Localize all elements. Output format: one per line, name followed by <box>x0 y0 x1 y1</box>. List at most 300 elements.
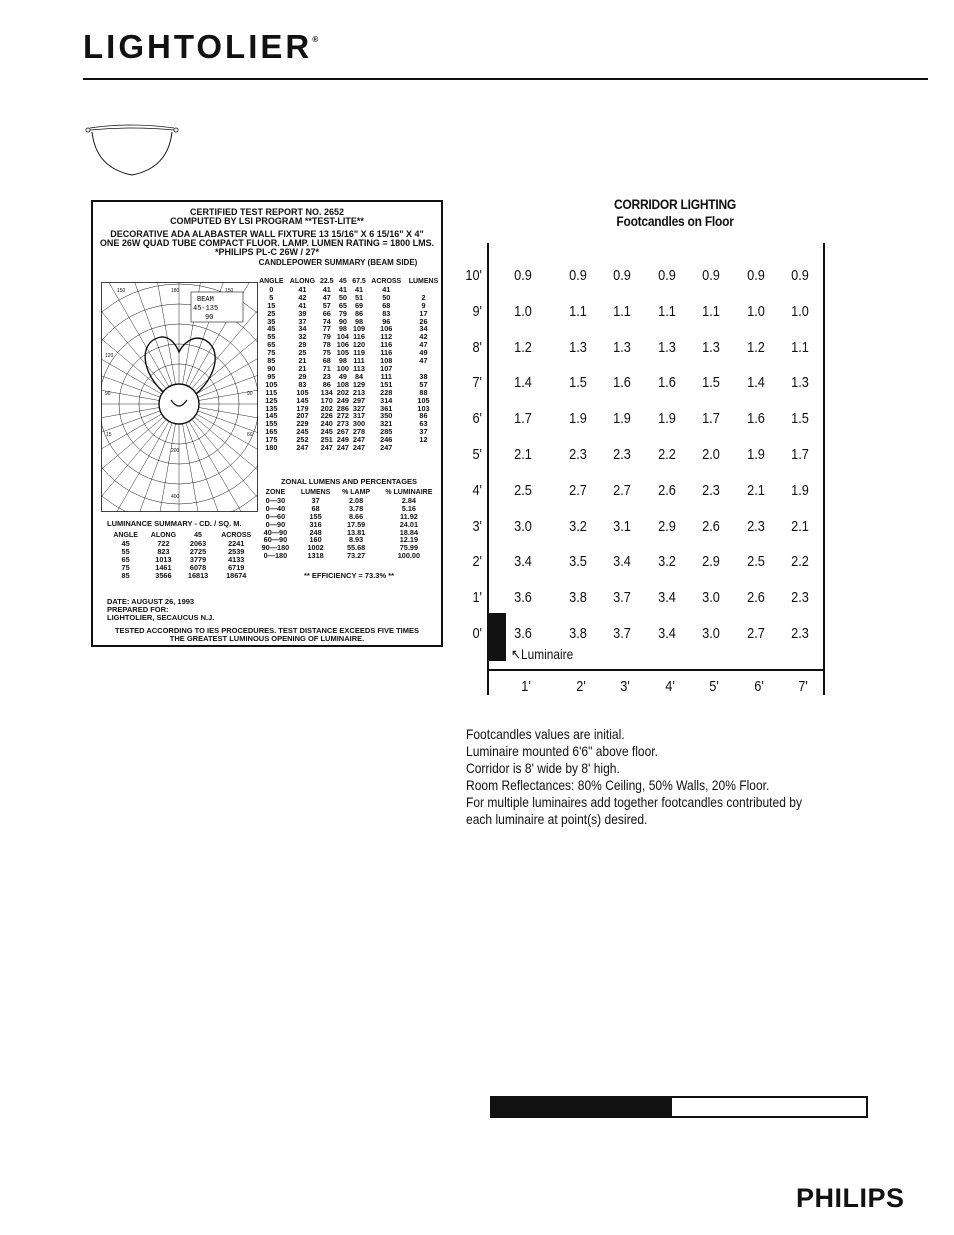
angle-label: 90 <box>105 391 111 397</box>
zonal-cell: 5.16 <box>401 503 416 513</box>
luminance-header: ACROSS <box>221 532 252 539</box>
cp-cell: 25 <box>298 348 307 358</box>
cp-cell: 77 <box>322 324 331 334</box>
zonal-cell: 0—30 <box>265 495 286 505</box>
footcandle-value: 1.7 <box>791 446 809 463</box>
luminance-cell: 85 <box>121 570 130 580</box>
footcandle-value: 2.7 <box>569 481 587 499</box>
zonal-header: ZONE <box>265 489 286 496</box>
footcandle-value: 1.3 <box>569 338 587 356</box>
cp-cell: 86 <box>322 379 331 389</box>
zonal-cell: 73.27 <box>346 551 366 561</box>
cp-cell: 41 <box>298 284 307 294</box>
luminance-header: ANGLE <box>113 532 138 539</box>
cp-cell: 55 <box>267 332 276 342</box>
angle-label: 90 <box>247 391 253 397</box>
fixture-outline-icon <box>82 120 182 180</box>
cp-cell: 42 <box>298 292 307 302</box>
cp-cell: 41 <box>382 284 391 294</box>
footcandle-value: 3.7 <box>613 589 631 607</box>
footcandle-value: 2.3 <box>613 446 631 463</box>
luminaire-label-text: Luminaire <box>520 646 574 662</box>
footcandle-value: 1.0 <box>747 302 765 320</box>
cp-cell: 267 <box>336 427 349 437</box>
cp-cell: 37 <box>419 427 428 437</box>
zonal-header: LUMENS <box>300 489 331 496</box>
column-label: 7' <box>798 678 808 695</box>
cp-cell: 83 <box>382 308 391 318</box>
cp-cell: 111 <box>380 371 392 381</box>
cp-cell: 47 <box>419 356 428 366</box>
cp-cell: 109 <box>352 324 366 334</box>
angle-label: 120 <box>105 353 114 359</box>
cp-cell: 272 <box>336 411 349 421</box>
cp-cell: 96 <box>382 316 391 326</box>
grid-frame-bottom <box>487 669 825 671</box>
cp-cell: 247 <box>352 435 366 445</box>
table-row <box>256 310 442 318</box>
zonal-cell: 0—60 <box>265 511 286 521</box>
footcandle-value: 1.0 <box>514 302 532 320</box>
table-row <box>256 436 442 444</box>
row-label: 4' <box>472 481 482 499</box>
footcandle-value: 1.1 <box>702 302 720 320</box>
cp-cell: 327 <box>352 403 366 413</box>
table-row <box>256 357 442 365</box>
cp-header: 45 <box>338 278 347 285</box>
cp-cell: 245 <box>296 427 309 437</box>
notes <box>466 726 802 828</box>
footcandle-value: 3.1 <box>613 517 631 535</box>
zonal-cell: 12.19 <box>399 535 419 545</box>
table-row <box>256 286 442 294</box>
zonal-cell: 17.59 <box>346 519 366 529</box>
column-label: 1' <box>521 678 531 695</box>
table-row <box>256 294 442 302</box>
footcandle-value: 2.3 <box>702 481 720 499</box>
cp-cell: 300 <box>352 419 366 429</box>
table-row <box>256 373 442 381</box>
note-line: Corridor is 8' wide by 8' high. <box>466 760 620 776</box>
footcandle-value: 3.2 <box>658 553 676 571</box>
luminance-cell: 722 <box>157 538 170 548</box>
note-line: Room Reflectances: 80% Ceiling, 50% Walls, 20% Floor. <box>466 777 770 793</box>
footcandle-value: 1.2 <box>747 338 765 356</box>
registered-mark: ® <box>312 35 319 44</box>
footcandle-value: 1.6 <box>747 410 765 428</box>
cp-cell: 15 <box>267 300 276 310</box>
footcandle-value: 1.2 <box>514 338 532 356</box>
cp-cell: 84 <box>354 371 364 381</box>
luminance-cell: 2241 <box>228 538 245 548</box>
footcandle-value: 3.4 <box>658 625 676 642</box>
footcandle-value: 3.8 <box>569 625 587 642</box>
zonal-cell: 75.99 <box>399 543 419 553</box>
cp-cell: 112 <box>380 332 393 342</box>
cp-cell: 202 <box>320 403 333 413</box>
footcandle-value: 0.9 <box>702 267 720 284</box>
cp-header: 67.5 <box>352 278 366 285</box>
luminance-cell: 6719 <box>228 562 245 572</box>
angle-label: 150 <box>225 288 234 294</box>
footcandle-value: 2.1 <box>514 446 532 463</box>
footcandle-value: 1.9 <box>613 410 631 428</box>
footcandle-value: 1.4 <box>747 374 765 392</box>
cp-cell: 111 <box>353 356 365 366</box>
cp-cell: 47 <box>419 340 428 350</box>
cp-cell: 107 <box>380 363 393 373</box>
cp-cell: 29 <box>298 371 307 381</box>
arrow-icon: ↖ <box>511 646 521 662</box>
report-fixture: DECORATIVE ADA ALABASTER WALL FIXTURE 13 15/16" X 6 15/16" X 4" <box>110 229 424 239</box>
note-line: Footcandles values are initial. <box>466 726 625 742</box>
cp-header: ANGLE <box>259 278 284 285</box>
cp-cell: 90 <box>338 316 347 326</box>
luminance-cell: 1013 <box>155 554 172 564</box>
footcandle-value: 3.8 <box>569 589 587 607</box>
cp-cell: 75 <box>267 348 276 358</box>
cp-cell: 105 <box>417 395 430 405</box>
cp-cell: 115 <box>265 387 278 397</box>
polar-candlepower-chart <box>101 282 258 512</box>
cp-cell: 314 <box>380 395 393 405</box>
report-lamp: ONE 26W QUAD TUBE COMPACT FLUOR. LAMP. LUMEN RATING = 1800 LMS. <box>99 238 435 248</box>
zonal-table <box>256 489 442 560</box>
footcandle-value: 2.2 <box>791 553 809 571</box>
row-label: 6' <box>472 410 482 428</box>
luminance-header: 45 <box>194 532 202 539</box>
luminance-cell: 6078 <box>189 562 207 572</box>
footcandle-value: 1.0 <box>791 302 809 320</box>
column-label: 5' <box>709 678 719 695</box>
cp-cell: 17 <box>419 308 428 318</box>
cp-cell: 41 <box>338 284 347 294</box>
cp-cell: 247 <box>336 443 349 453</box>
cp-cell: 98 <box>338 324 347 334</box>
footcandle-value: 1.7 <box>702 410 720 428</box>
column-label: 3' <box>620 678 630 695</box>
cp-cell: 88 <box>419 387 428 397</box>
efficiency: ** EFFICIENCY = 73.3% ** <box>303 571 395 580</box>
cp-cell: 37 <box>298 316 307 326</box>
report-lamp-model: *PHILIPS PL-C 26W / 27* <box>214 247 320 257</box>
cp-cell: 155 <box>265 419 278 429</box>
table-row <box>256 333 442 341</box>
footcandle-value: 1.9 <box>569 410 587 428</box>
cp-cell: 105 <box>336 348 349 358</box>
cp-cell: 179 <box>296 403 309 413</box>
cp-cell: 129 <box>352 379 366 389</box>
footcandle-value: 3.6 <box>514 625 532 642</box>
luminance-header: ALONG <box>150 532 177 539</box>
footcandle-value: 2.1 <box>791 517 809 535</box>
zonal-cell: 0—180 <box>263 551 288 561</box>
zonal-cell: 1002 <box>307 543 324 553</box>
cp-cell: 98 <box>338 356 347 366</box>
footcandle-value: 0.9 <box>569 267 587 284</box>
corridor-title: CORRIDOR LIGHTING <box>613 196 737 212</box>
footer-bar-fill <box>492 1098 672 1116</box>
cp-cell: 57 <box>322 300 331 310</box>
cp-cell: 79 <box>322 332 331 342</box>
cp-cell: 116 <box>380 348 393 358</box>
cp-cell: 35 <box>267 316 276 326</box>
column-label: 2' <box>576 678 586 695</box>
zonal-cell: 37 <box>311 495 320 505</box>
cp-cell: 119 <box>353 348 365 358</box>
footcandle-value: 3.4 <box>514 553 532 571</box>
cp-cell: 252 <box>296 435 309 445</box>
cp-cell: 71 <box>322 363 331 373</box>
note-line: each luminaire at point(s) desired. <box>466 811 648 827</box>
cp-cell: 247 <box>352 443 366 453</box>
cp-cell: 135 <box>265 403 278 413</box>
cp-cell: 26 <box>419 316 428 326</box>
cp-header: LUMENS <box>408 278 439 285</box>
zonal-cell: 1318 <box>307 551 324 561</box>
luminance-cell: 45 <box>121 538 130 548</box>
cp-cell: 79 <box>338 308 347 318</box>
footcandle-value: 0.9 <box>613 267 631 284</box>
cp-cell: 85 <box>267 356 276 366</box>
cp-header: ALONG <box>289 278 316 285</box>
grid-frame-right <box>823 243 825 695</box>
cp-cell: 145 <box>296 395 309 405</box>
row-label: 2' <box>472 553 482 571</box>
table-row <box>256 397 442 405</box>
cp-cell: 38 <box>419 371 428 381</box>
cp-cell: 49 <box>419 348 428 358</box>
zonal-cell: 18.84 <box>399 527 419 537</box>
cp-cell: 41 <box>354 284 364 294</box>
luminance-cell: 55 <box>121 546 130 556</box>
footcandle-value: 2.6 <box>702 517 720 535</box>
luminance-title: LUMINANCE SUMMARY - CD. / SQ. M. <box>107 519 242 528</box>
footcandle-value: 2.3 <box>791 589 809 607</box>
row-label: 5' <box>472 446 482 463</box>
cp-cell: 106 <box>380 324 393 334</box>
footcandle-value: 2.7 <box>613 481 631 499</box>
cp-cell: 5 <box>269 292 274 302</box>
luminance-cell: 4133 <box>228 554 245 564</box>
cp-cell: 42 <box>419 332 428 342</box>
cp-cell: 100 <box>336 363 349 373</box>
footcandle-value: 2.3 <box>791 625 809 642</box>
luminance-cell: 1461 <box>155 562 172 572</box>
prepared-for: PREPARED FOR: <box>107 605 169 614</box>
cp-cell: 86 <box>354 308 364 318</box>
footcandle-value: 2.2 <box>658 446 676 463</box>
luminance-table <box>107 532 259 579</box>
cp-cell: 90 <box>267 363 276 373</box>
cp-cell: 207 <box>296 411 309 421</box>
corridor-subtitle: Footcandles on Floor <box>616 213 734 229</box>
luminance-cell: 2539 <box>228 546 245 556</box>
report-date: DATE: AUGUST 26, 1993 <box>107 597 195 606</box>
cp-cell: 50 <box>382 292 391 302</box>
zonal-cell: 2.84 <box>401 495 416 505</box>
column-label: 4' <box>665 678 675 695</box>
table-row <box>256 341 442 349</box>
footcandle-value: 1.5 <box>569 374 587 392</box>
cp-cell: 9 <box>421 300 426 310</box>
table-row <box>107 572 259 580</box>
beam-label: BEAM <box>197 296 214 304</box>
cp-cell: 165 <box>265 427 278 437</box>
cp-cell: 50 <box>338 292 347 302</box>
cp-cell: 78 <box>322 340 331 350</box>
zonal-cell: 55.68 <box>346 543 366 553</box>
footcandle-value: 1.7 <box>514 410 532 428</box>
cp-cell: 108 <box>336 379 349 389</box>
footcandle-value: 0.9 <box>791 267 809 284</box>
cp-cell: 74 <box>322 316 331 326</box>
footcandle-value: 3.6 <box>514 589 532 607</box>
cp-cell: 0 <box>269 284 274 294</box>
luminaire-label <box>511 646 573 663</box>
footcandle-value: 3.0 <box>514 517 532 535</box>
cp-cell: 105 <box>296 387 309 397</box>
footcandle-value: 2.0 <box>702 446 720 463</box>
luminance-cell: 65 <box>121 554 130 564</box>
cp-cell: 83 <box>298 379 307 389</box>
zonal-cell: 160 <box>309 535 322 545</box>
cp-cell: 134 <box>320 387 333 397</box>
footcandle-value: 3.4 <box>658 589 676 607</box>
footcandle-value: 3.5 <box>569 553 587 571</box>
row-label: 8' <box>472 338 482 356</box>
cp-cell: 120 <box>352 340 366 350</box>
footcandle-value: 2.7 <box>747 625 765 642</box>
footcandle-value: 1.4 <box>514 374 532 392</box>
cp-cell: 361 <box>380 403 393 413</box>
cp-cell: 63 <box>419 419 428 429</box>
cp-cell: 69 <box>354 300 364 310</box>
cp-cell: 68 <box>322 356 331 366</box>
cp-cell: 75 <box>322 348 331 358</box>
zonal-cell: 316 <box>309 519 322 529</box>
cp-cell: 297 <box>352 395 366 405</box>
cp-cell: 65 <box>267 340 276 350</box>
cp-cell: 106 <box>336 340 349 350</box>
luminance-cell: 3779 <box>189 554 207 564</box>
cp-cell: 41 <box>322 284 331 294</box>
cp-cell: 251 <box>320 435 333 445</box>
footcandle-value: 1.5 <box>791 410 809 428</box>
cp-cell: 86 <box>419 411 428 421</box>
footcandle-value: 1.9 <box>791 481 809 499</box>
cp-cell <box>405 444 442 452</box>
cp-cell: 65 <box>338 300 347 310</box>
cp-cell: 12 <box>419 435 428 445</box>
cp-cell: 21 <box>298 356 307 366</box>
table-row <box>256 405 442 413</box>
zonal-cell: 0—40 <box>265 503 286 513</box>
cp-cell: 175 <box>265 435 278 445</box>
cp-cell: 350 <box>380 411 393 421</box>
cp-cell: 278 <box>352 427 366 437</box>
report-title: CERTIFIED TEST REPORT NO. 2652 <box>189 207 345 217</box>
footcandle-value: 2.5 <box>514 481 532 499</box>
cp-cell: 229 <box>296 419 309 429</box>
cp-cell: 151 <box>380 379 393 389</box>
footcandle-value: 0.9 <box>514 267 532 284</box>
footcandle-value: 1.1 <box>613 302 631 320</box>
cp-cell: 246 <box>380 435 393 445</box>
table-row <box>256 302 442 310</box>
footcandle-value: 1.5 <box>702 374 720 392</box>
table-row <box>256 365 442 373</box>
cp-cell: 45 <box>267 324 276 334</box>
beam-angle: 90 <box>205 314 214 322</box>
angle-label: 60 <box>247 432 253 438</box>
cp-cell: 247 <box>380 443 393 453</box>
cp-cell: 104 <box>336 332 349 342</box>
cp-cell: 25 <box>267 308 276 318</box>
zonal-cell: 2.08 <box>348 495 364 505</box>
footcandle-value: 2.9 <box>702 553 720 571</box>
zonal-cell: 60—90 <box>263 535 288 545</box>
cp-cell: 116 <box>380 340 393 350</box>
cp-cell: 240 <box>320 419 333 429</box>
luminance-cell: 75 <box>121 562 130 572</box>
footcandle-value: 3.7 <box>613 625 631 642</box>
cp-cell: 39 <box>298 308 307 318</box>
candlepower-table <box>256 278 442 452</box>
footcandle-value: 1.3 <box>702 338 720 356</box>
candlepower-title: CANDLEPOWER SUMMARY (BEAM SIDE) <box>258 258 418 267</box>
cp-cell: 34 <box>298 324 307 334</box>
cp-cell: 249 <box>336 395 349 405</box>
test-note-2: THE GREATEST LUMINOUS OPENING OF LUMINAIRE. <box>169 634 365 643</box>
footcandle-value: 2.6 <box>747 589 765 607</box>
table-row <box>256 428 442 436</box>
cp-cell: 51 <box>354 292 364 302</box>
luminance-cell: 18674 <box>226 570 247 580</box>
footcandle-value: 1.1 <box>791 338 809 356</box>
zonal-cell: 155 <box>309 511 322 521</box>
table-row <box>256 349 442 357</box>
cp-cell: 125 <box>265 395 278 405</box>
cp-cell: 113 <box>353 363 365 373</box>
footcandle-value: 1.3 <box>658 338 676 356</box>
test-note-1: TESTED ACCORDING TO IES PROCEDURES. TEST DISTANCE EXCEEDS FIVE TIMES <box>114 626 420 635</box>
row-label: 7' <box>472 374 482 392</box>
cp-cell: 226 <box>320 411 333 421</box>
cp-cell: 68 <box>382 300 391 310</box>
footcandle-value: 1.3 <box>791 374 809 392</box>
brand-name: LIGHTOLIER <box>83 28 313 65</box>
table-row <box>256 444 442 452</box>
cp-cell: 47 <box>322 292 331 302</box>
cp-cell: 23 <box>322 371 331 381</box>
report-program: COMPUTED BY LSI PROGRAM **TEST-LITE** <box>170 216 364 226</box>
zonal-cell: 68 <box>311 503 320 513</box>
zonal-cell: 8.66 <box>348 511 364 521</box>
footcandle-value: 1.1 <box>569 302 587 320</box>
cp-cell: 57 <box>419 379 428 389</box>
column-label: 6' <box>754 678 764 695</box>
table-row <box>256 552 442 560</box>
table-row <box>256 318 442 326</box>
cp-cell: 273 <box>336 419 349 429</box>
zonal-header: % LAMP <box>342 489 371 496</box>
footcandle-value: 2.3 <box>569 446 587 463</box>
angle-label: 15 <box>106 432 112 438</box>
cp-cell: 249 <box>336 435 349 445</box>
cp-cell: 116 <box>353 332 365 342</box>
row-label: 1' <box>472 589 482 607</box>
